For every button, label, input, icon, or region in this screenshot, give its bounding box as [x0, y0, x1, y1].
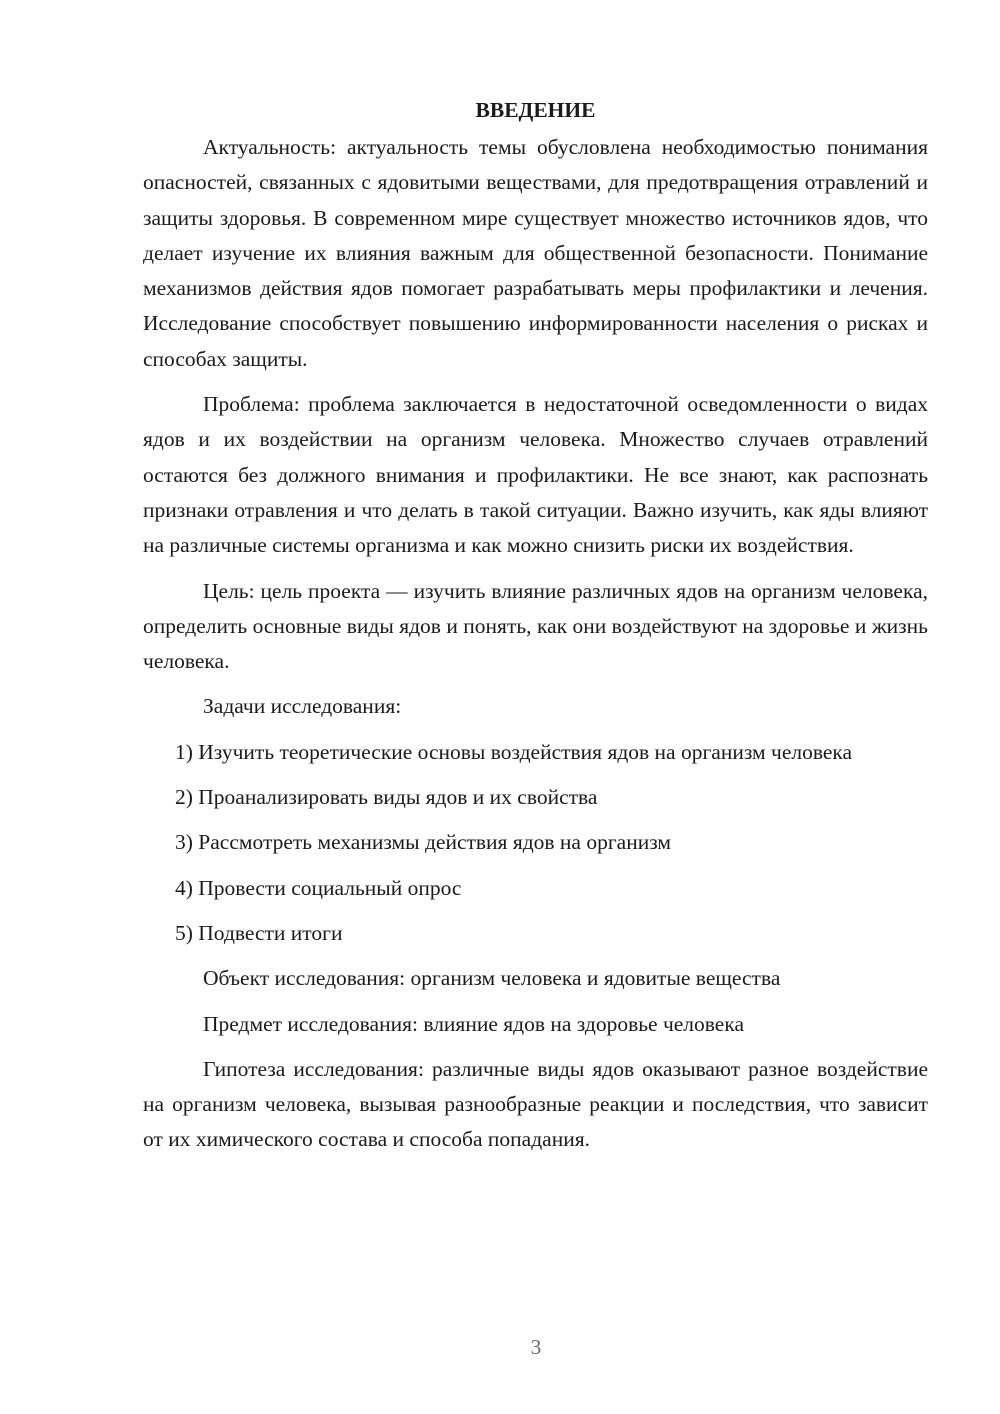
object-paragraph: Объект исследования: организм человека и ядовитые вещества	[203, 966, 781, 991]
page-content	[143, 93, 928, 1168]
task-item-5: 5) Подвести итоги	[175, 920, 343, 945]
task-item-3: 3) Рассмотреть механизмы действия ядов на организм	[175, 830, 672, 855]
subject-paragraph: Предмет исследования: влияние ядов на здоровье человека	[203, 1011, 745, 1036]
task-item-4: 4) Провести социальный опрос	[175, 875, 462, 900]
task-item-1: 1) Изучить теоретические основы воздействия ядов на организм человека	[175, 739, 853, 764]
goal-paragraph: Цель: цель проекта — изучить влияние различных ядов на организм человека, определить основные виды ядов и понять, как они воздействуют на здоровье и жизнь человека.	[143, 578, 928, 674]
task-item-2: 2) Проанализировать виды ядов и их свойства	[175, 785, 598, 810]
section-title: ВВЕДЕНИЕ	[475, 98, 596, 122]
relevance-paragraph: Актуальность: актуальность темы обусловлена необходимостью понимания опасностей, связанных с ядовитыми веществами, для предотвращения отравлений и защиты здоровья. В современном мире существует множество источников ядов, что делает изучение их влияния важным для общественной безопасности. Понимание механизмов действия ядов помогает разрабатывать меры профилактики и лечения. Исследование способствует повышению информированности населения о рисках и способах защиты.	[143, 135, 928, 371]
page-number: 3	[530, 1335, 542, 1359]
tasks-heading: Задачи исследования:	[203, 694, 402, 719]
problem-paragraph: Проблема: проблема заключается в недостаточной осведомленности о видах ядов и их воздействии на организм человека. Множество случаев отравлений остаются без должного внимания и профилактики. Не все знают, как распознать признаки отравления и что делать в такой ситуации. Важно изучить, как яды влияют на различные системы организма и как можно снизить риски их воздействия.	[143, 392, 928, 558]
hypothesis-paragraph: Гипотеза исследования: различные виды ядов оказывают разное воздействие на организм человека, вызывая разнообразные реакции и последствия, что зависит от их химического состава и способа попадания.	[143, 1056, 928, 1152]
